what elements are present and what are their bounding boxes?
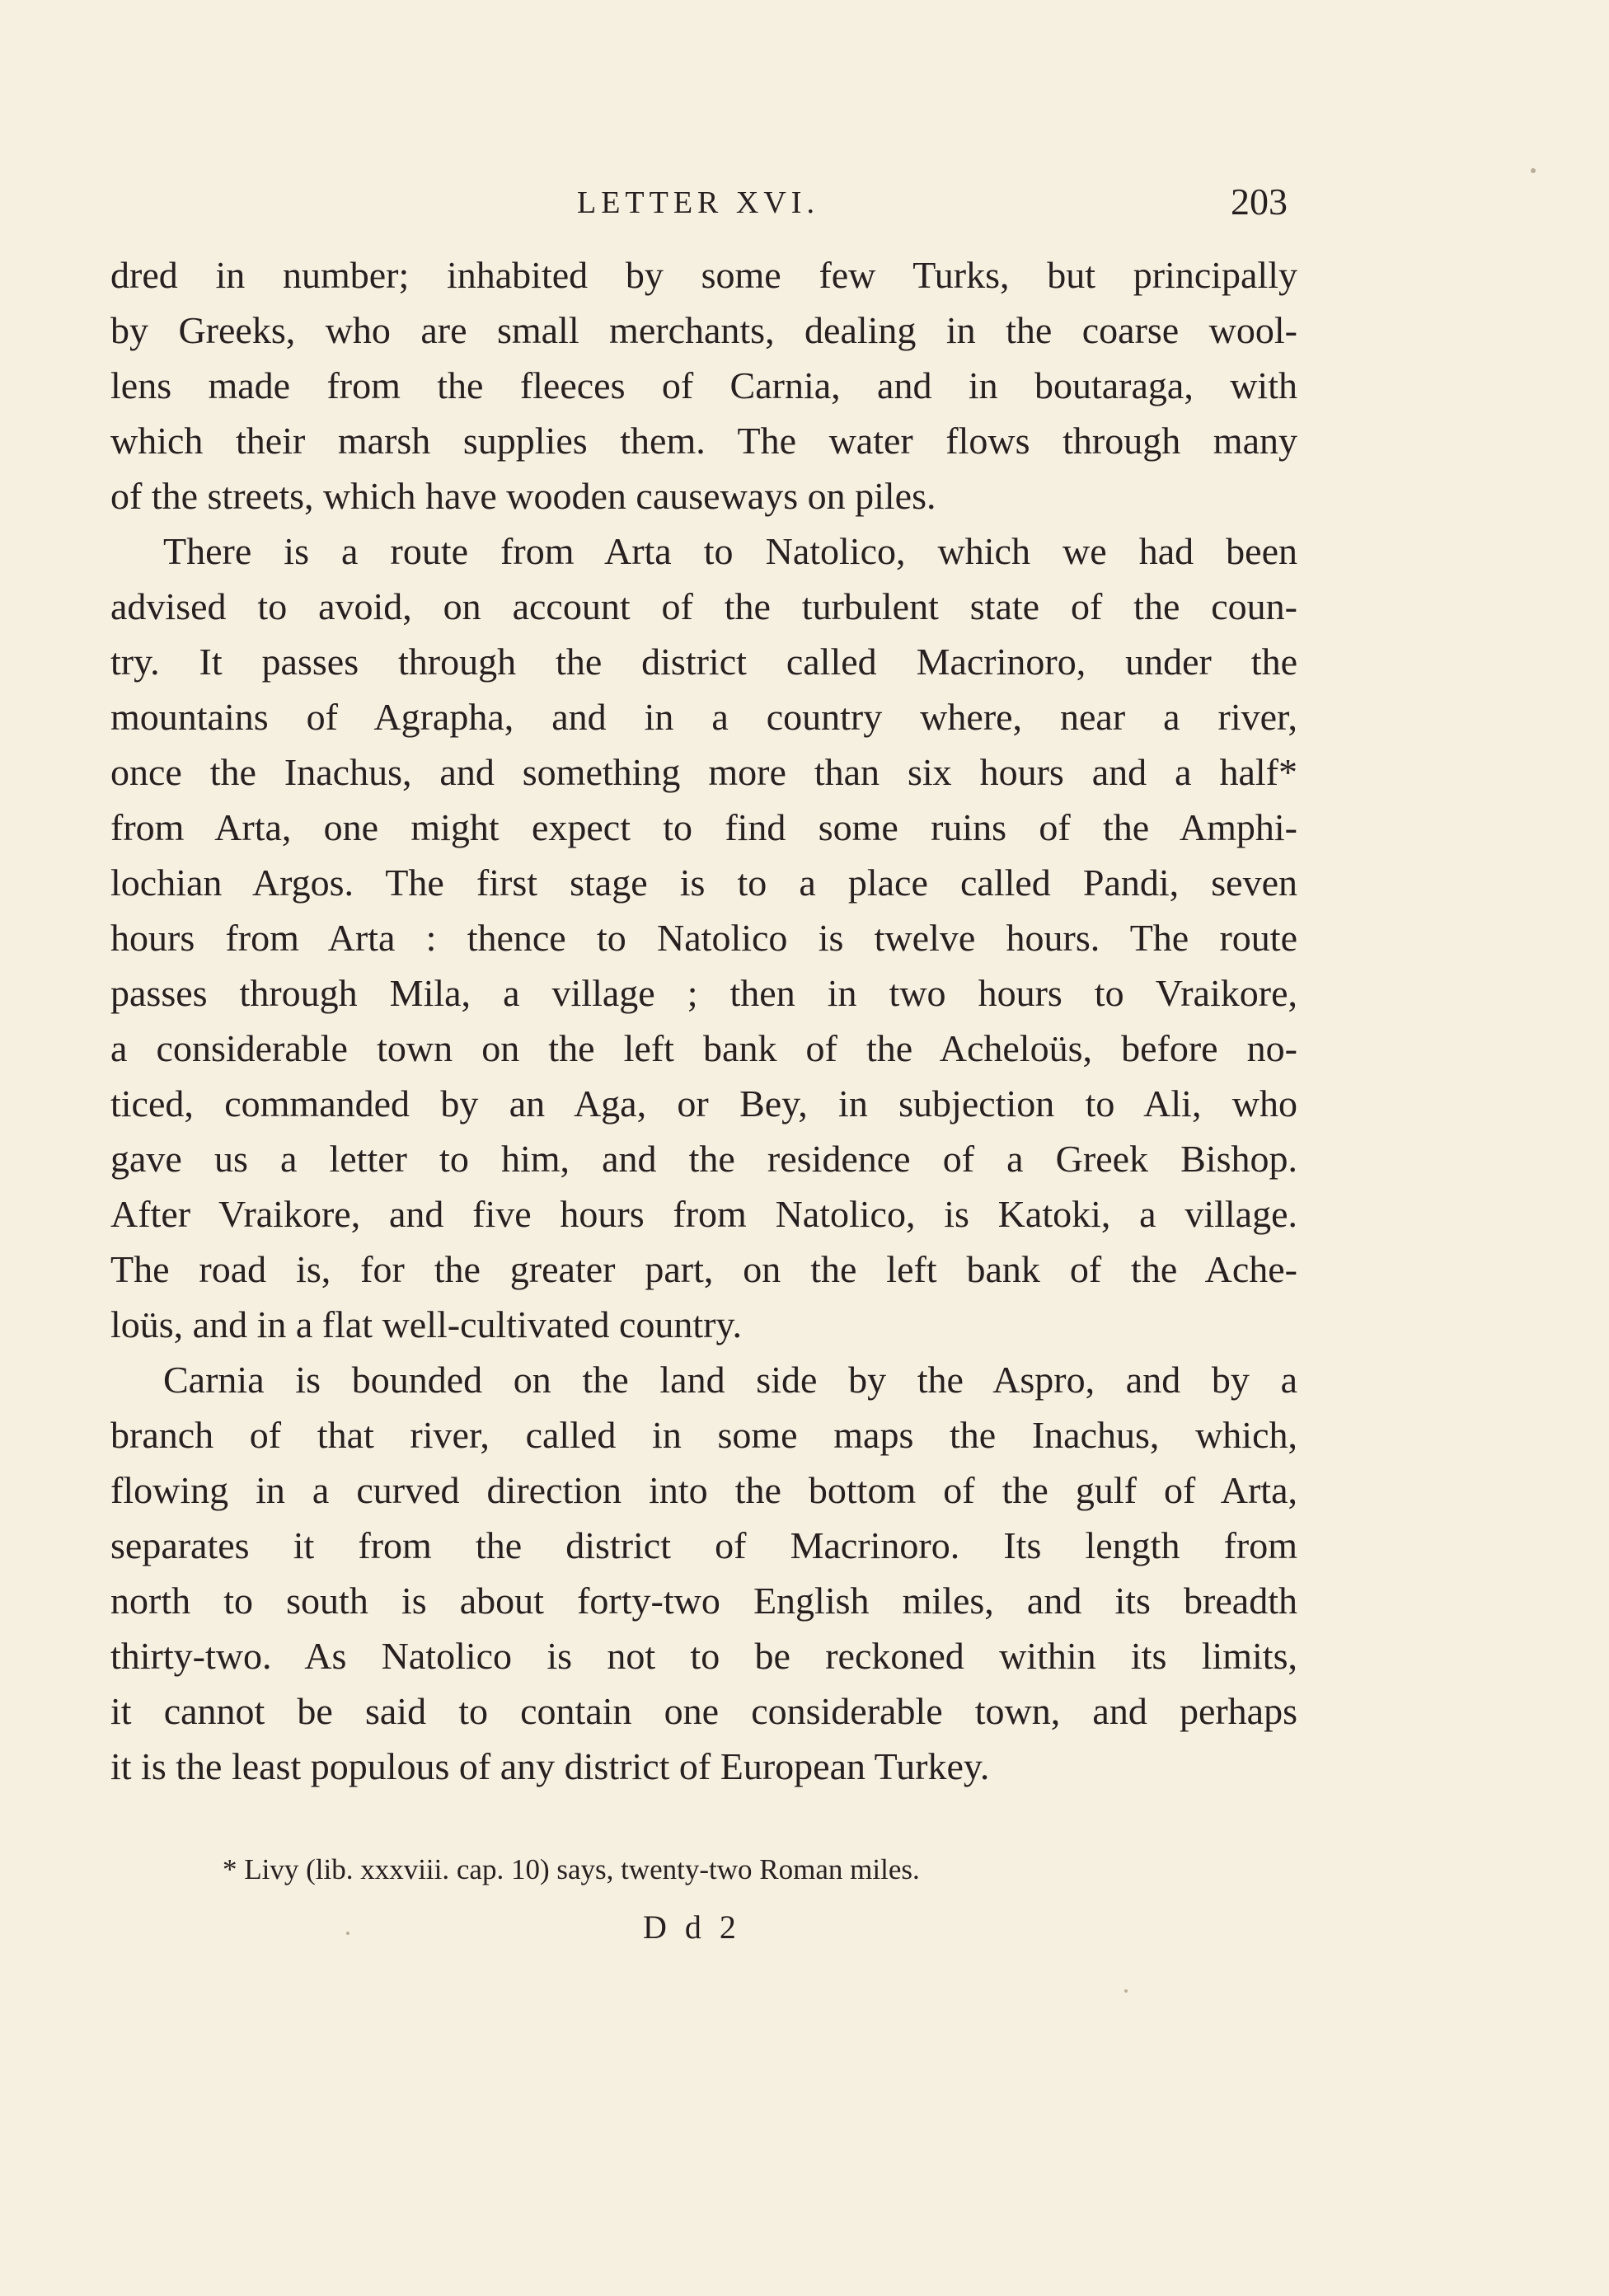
text-line: After Vraikore, and five hours from Natolico, is Katoki, a village. xyxy=(110,1193,1297,1235)
paper-speck xyxy=(346,1932,349,1935)
text-line: hours from Arta : thence to Natolico is twelve hours. The route xyxy=(110,917,1297,959)
text-line: which their marsh supplies them. The water flows through many xyxy=(110,420,1297,462)
paragraph xyxy=(110,524,1297,1352)
text-line: flowing in a curved direction into the bottom of the gulf of Arta, xyxy=(110,1469,1297,1511)
text-line: from Arta, one might expect to find some ruins of the Amphi- xyxy=(110,806,1297,848)
text-line: There is a route from Arta to Natolico, which we had been xyxy=(163,530,1297,572)
footnote: * Livy (lib. xxxviii. cap. 10) says, twenty-two Roman miles. xyxy=(223,1853,920,1885)
text-line: branch of that river, called in some maps the Inachus, which, xyxy=(110,1414,1297,1456)
text-line: gave us a letter to him, and the residence of a Greek Bishop. xyxy=(110,1138,1297,1180)
text-line: loüs, and in a flat well-cultivated country. xyxy=(110,1303,743,1345)
text-line: it is the least populous of any district of European Turkey. xyxy=(110,1745,990,1787)
paragraph xyxy=(110,1352,1297,1794)
text-line: once the Inachus, and something more than six hours and a half* xyxy=(110,751,1297,793)
text-line: separates it from the district of Macrinoro. Its length from xyxy=(110,1524,1297,1566)
paper-speck xyxy=(1124,1989,1128,1993)
running-head: LETTER XVI. xyxy=(577,185,819,220)
text-line: thirty-two. As Natolico is not to be reckoned within its limits, xyxy=(110,1635,1297,1677)
text-line: dred in number; inhabited by some few Turks, but principally xyxy=(110,254,1297,296)
page-number: 203 xyxy=(1231,181,1288,223)
text-line: north to south is about forty-two English miles, and its breadth xyxy=(110,1580,1297,1622)
page-header xyxy=(0,180,1609,226)
text-line: lochian Argos. The first stage is to a place called Pandi, seven xyxy=(110,862,1297,904)
text-line: mountains of Agrapha, and in a country where, near a river, xyxy=(110,696,1297,738)
text-line: passes through Mila, a village ; then in two hours to Vraikore, xyxy=(110,972,1297,1014)
printer-signature-mark: D d 2 xyxy=(643,1909,741,1946)
text-line: lens made from the fleeces of Carnia, and in boutaraga, with xyxy=(110,364,1297,406)
text-line: a considerable town on the left bank of the Acheloüs, before no- xyxy=(110,1027,1297,1069)
text-line: Carnia is bounded on the land side by the Aspro, and by a xyxy=(163,1359,1297,1401)
paragraph xyxy=(110,247,1297,524)
text-line: The road is, for the greater part, on the left bank of the Ache- xyxy=(110,1248,1297,1290)
paper-speck xyxy=(1531,168,1536,173)
text-line: try. It passes through the district called Macrinoro, under the xyxy=(110,641,1297,683)
text-line: it cannot be said to contain one considerable town, and perhaps xyxy=(110,1690,1297,1732)
text-line: ticed, commanded by an Aga, or Bey, in subjection to Ali, who xyxy=(110,1082,1297,1125)
text-line: of the streets, which have wooden causeways on piles. xyxy=(110,475,936,517)
body-text xyxy=(110,247,1297,1794)
text-line: by Greeks, who are small merchants, dealing in the coarse wool- xyxy=(110,309,1297,351)
text-line: advised to avoid, on account of the turbulent state of the coun- xyxy=(110,585,1297,627)
